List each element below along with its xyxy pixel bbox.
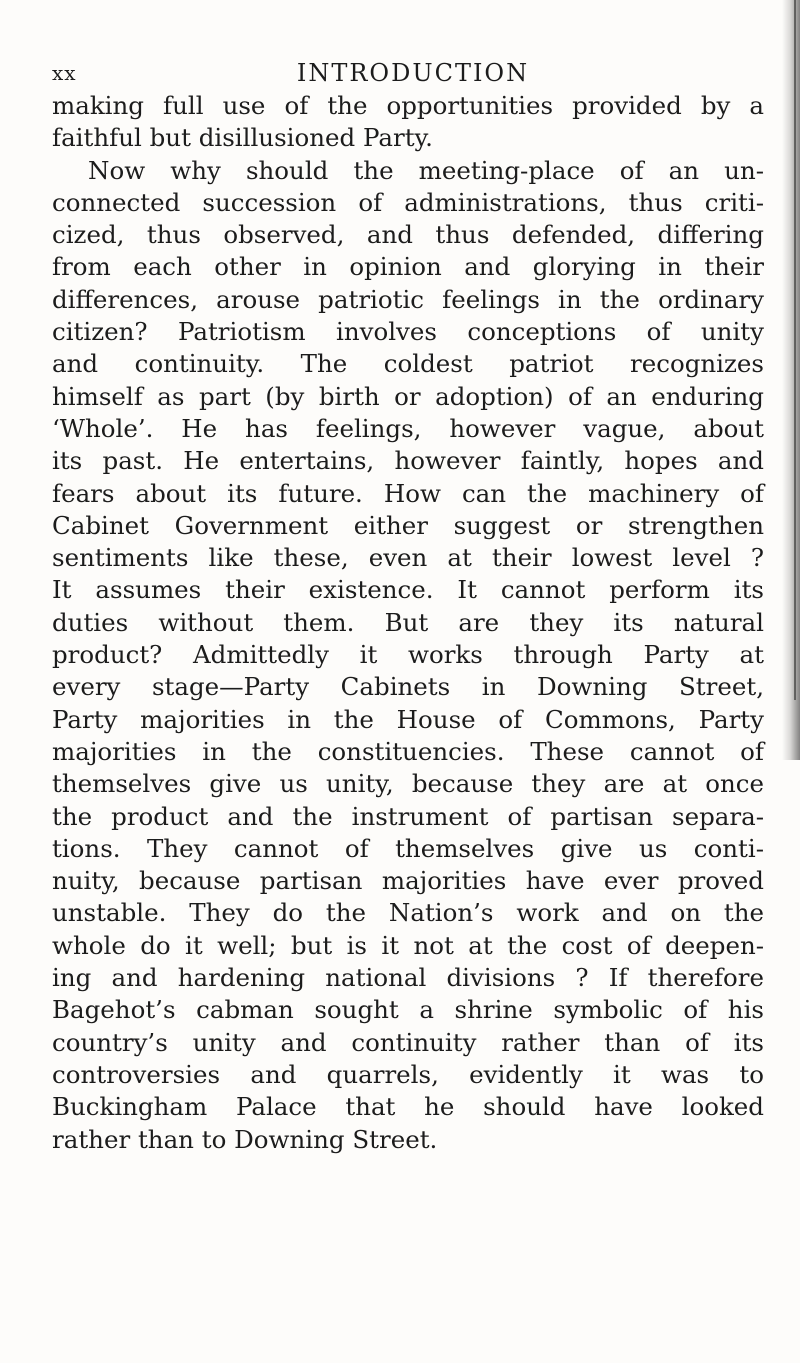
text-line: product? Admittedly it works through Party at: [52, 640, 764, 670]
body-text: [52, 90, 764, 1156]
text-line: faithful but disillusioned Party.: [52, 123, 433, 153]
text-line: cized, thus observed, and thus defended, differing: [52, 220, 764, 250]
text-line: majorities in the constituencies. These cannot of: [52, 736, 764, 766]
text-line: controversies and quarrels, evidently it was to: [52, 1059, 764, 1089]
running-head: [52, 58, 774, 88]
text-line: fears about its future. How can the machinery of: [52, 478, 764, 508]
text-line: It assumes their existence. It cannot perform its: [52, 575, 764, 605]
text-line: rather than to Downing Street.: [52, 1124, 438, 1154]
text-line: country’s unity and continuity rather than of its: [52, 1027, 764, 1057]
text-line: himself as part (by birth or adoption) of an enduring: [52, 381, 764, 411]
text-line: ing and hardening national divisions ? If therefore: [52, 963, 764, 993]
binding-edge: [794, 0, 796, 700]
text-line: duties without them. But are they its natural: [52, 607, 764, 637]
running-title: INTRODUCTION: [296, 59, 530, 87]
text-line: themselves give us unity, because they are at once: [52, 769, 764, 799]
text-line: sentiments like these, even at their lowest level ?: [52, 543, 764, 573]
text-line: tions. They cannot of themselves give us conti-: [52, 833, 764, 863]
text-line: differences, arouse patriotic feelings in the ordinary: [52, 284, 764, 314]
text-line: making full use of the opportunities provided by a: [52, 91, 764, 120]
page-gutter-shadow: [782, 0, 800, 760]
text-line: the product and the instrument of partisan separa-: [52, 801, 764, 831]
text-line: Cabinet Government either suggest or strengthen: [52, 510, 764, 540]
text-line: nuity, because partisan majorities have ever proved: [52, 866, 764, 896]
text-line: whole do it well; but is it not at the cost of deepen-: [52, 930, 764, 960]
text-line: ‘Whole’. He has feelings, however vague, about: [52, 413, 764, 443]
text-line: Party majorities in the House of Commons, Party: [52, 704, 764, 734]
text-line: connected succession of administrations, thus criti-: [52, 187, 764, 217]
text-line: from each other in opinion and glorying in their: [52, 252, 764, 282]
text-line: Buckingham Palace that he should have looked: [52, 1092, 764, 1122]
text-line: unstable. They do the Nation’s work and on the: [52, 898, 764, 928]
text-line: Now why should the meeting-place of an un-: [88, 155, 764, 185]
text-line: citizen? Patriotism involves conceptions of unity: [52, 317, 764, 347]
text-line: and continuity. The coldest patriot recognizes: [52, 349, 764, 379]
page-number: xx: [52, 61, 77, 85]
text-line: Bagehot’s cabman sought a shrine symbolic of his: [52, 995, 764, 1025]
text-line: its past. He entertains, however faintly, hopes and: [52, 446, 764, 476]
text-line: every stage—Party Cabinets in Downing Street,: [52, 672, 764, 702]
